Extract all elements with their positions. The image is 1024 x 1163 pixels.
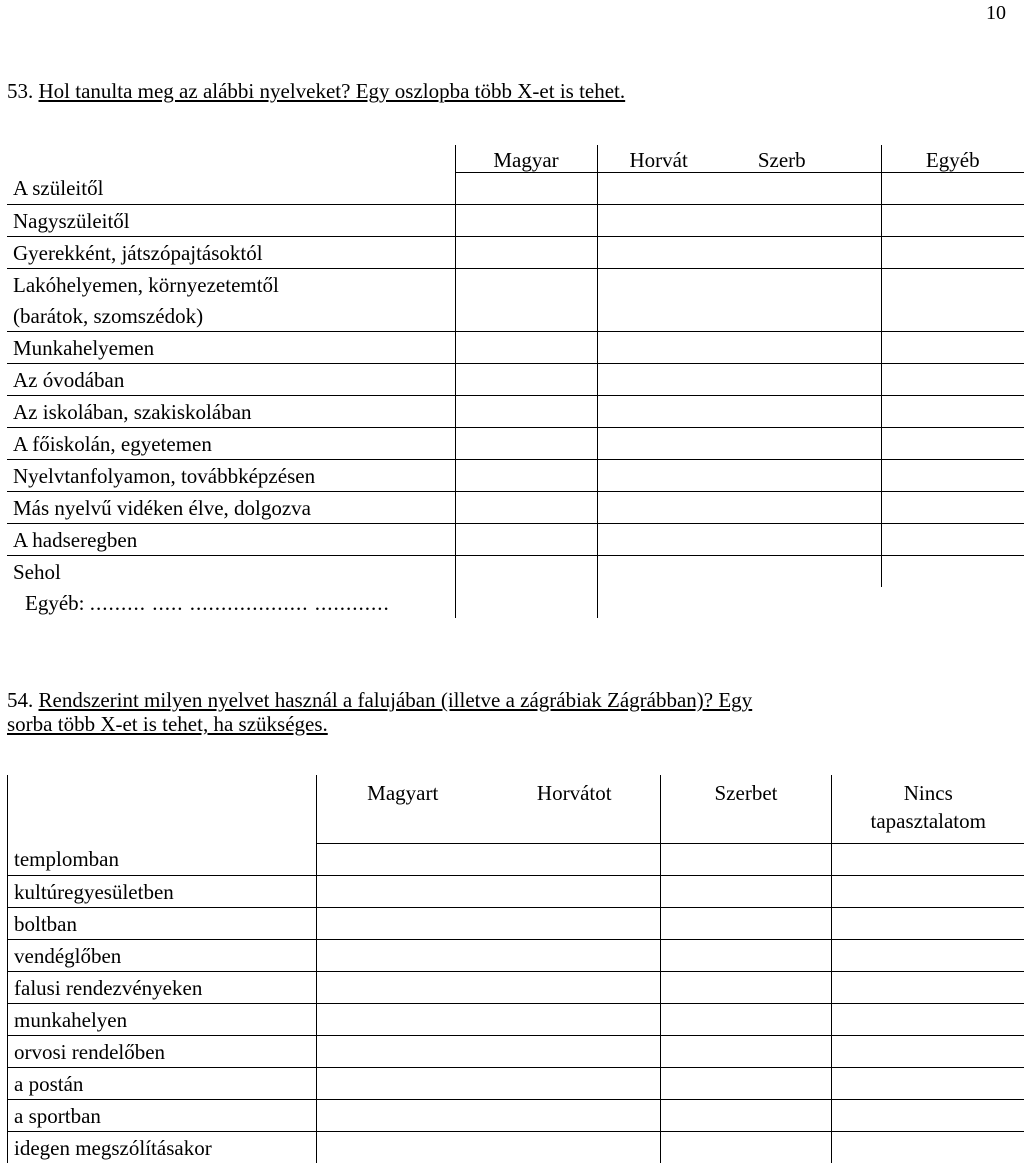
answer-cell-horvatot[interactable] bbox=[489, 876, 661, 908]
row-label: A szüleitől bbox=[7, 173, 455, 205]
row-label: Az óvodában bbox=[7, 364, 455, 396]
answer-cell-horvat-szerb[interactable] bbox=[597, 460, 881, 492]
table-row bbox=[7, 205, 1024, 237]
answer-cell-horvatot[interactable] bbox=[489, 1068, 661, 1100]
row-label: a sportban bbox=[8, 1100, 317, 1132]
answer-cell-horvat-szerb[interactable] bbox=[597, 396, 881, 428]
row-label: a postán bbox=[8, 1068, 317, 1100]
header-nincs: Nincs bbox=[904, 781, 953, 805]
answer-cell-nincs[interactable] bbox=[832, 908, 1024, 940]
header-magyar: Magyar bbox=[455, 145, 597, 173]
other-fill-in-line[interactable]: ......... ..... ................... ............ bbox=[90, 591, 390, 615]
question-53-number: 53. bbox=[7, 79, 33, 103]
row-label: A főiskolán, egyetemen bbox=[7, 428, 455, 460]
answer-cell-horvatot[interactable] bbox=[489, 844, 661, 876]
table-row bbox=[7, 269, 1024, 301]
table-row bbox=[8, 1132, 1024, 1163]
question-53-text: Hol tanulta meg az alábbi nyelveket? Egy oszlopba több X-et is tehet. bbox=[39, 79, 626, 103]
row-label: Nagyszüleitől bbox=[7, 205, 455, 237]
header-empty-cell bbox=[7, 145, 455, 173]
row-label: Más nyelvű vidéken élve, dolgozva bbox=[7, 492, 455, 524]
answer-cell-nincs[interactable] bbox=[832, 972, 1024, 1004]
row-label: (barátok, szomszédok) bbox=[7, 300, 455, 332]
answer-cell-egyeb[interactable] bbox=[881, 428, 1024, 460]
row-label: boltban bbox=[8, 908, 317, 940]
answer-cell-nincs[interactable] bbox=[832, 876, 1024, 908]
answer-cell-horvat-szerb[interactable] bbox=[597, 269, 881, 301]
header-tapasztalatom: tapasztalatom bbox=[871, 809, 986, 833]
answer-cell-magyart[interactable] bbox=[317, 972, 489, 1004]
table-row bbox=[8, 844, 1024, 876]
answer-cell-nincs[interactable] bbox=[832, 940, 1024, 972]
header-szerbet: Szerbet bbox=[661, 775, 832, 844]
answer-cell-horvat-szerb[interactable] bbox=[597, 587, 881, 618]
header-horvat: Horvát bbox=[630, 148, 688, 172]
answer-cell-horvat-szerb[interactable] bbox=[597, 300, 881, 332]
answer-cell-szerbet[interactable] bbox=[661, 940, 832, 972]
table-row bbox=[7, 332, 1024, 364]
table-row bbox=[8, 972, 1024, 1004]
row-label: orvosi rendelőben bbox=[8, 1036, 317, 1068]
answer-cell-horvat-szerb[interactable] bbox=[597, 524, 881, 556]
table-row bbox=[7, 460, 1024, 492]
answer-cell-magyart[interactable] bbox=[317, 1100, 489, 1132]
answer-cell-szerbet[interactable] bbox=[661, 1036, 832, 1068]
row-label: templomban bbox=[8, 844, 317, 876]
answer-cell-magyart[interactable] bbox=[317, 1068, 489, 1100]
answer-cell-horvat-szerb[interactable] bbox=[597, 556, 881, 588]
answer-cell-nincs[interactable] bbox=[832, 1004, 1024, 1036]
answer-cell-magyar[interactable] bbox=[455, 300, 597, 332]
question-54-text-line2: sorba több X-et is tehet, ha szükséges. bbox=[7, 712, 328, 736]
row-label: falusi rendezvényeken bbox=[8, 972, 317, 1004]
table-row bbox=[8, 876, 1024, 908]
answer-cell-magyar[interactable] bbox=[455, 332, 597, 364]
header-szerb: Szerb bbox=[758, 148, 806, 172]
language-learning-table bbox=[7, 145, 1024, 618]
answer-cell-szerbet[interactable] bbox=[661, 908, 832, 940]
answer-cell-egyeb[interactable] bbox=[881, 173, 1024, 205]
answer-cell-magyart[interactable] bbox=[317, 1036, 489, 1068]
answer-cell-magyar[interactable] bbox=[455, 173, 597, 205]
header-horvatot: Horvátot bbox=[489, 775, 661, 844]
answer-cell-magyart[interactable] bbox=[317, 1004, 489, 1036]
answer-cell-magyar[interactable] bbox=[455, 492, 597, 524]
table-row bbox=[7, 396, 1024, 428]
table-row bbox=[8, 1068, 1024, 1100]
answer-cell-horvatot[interactable] bbox=[489, 1036, 661, 1068]
answer-cell-egyeb[interactable] bbox=[881, 556, 1024, 588]
table-row bbox=[8, 908, 1024, 940]
table-header-row bbox=[8, 775, 1024, 844]
table-row bbox=[7, 556, 1024, 588]
row-label: idegen megszólításakor bbox=[8, 1132, 317, 1163]
row-label: vendéglőben bbox=[8, 940, 317, 972]
header-empty-cell bbox=[8, 775, 317, 844]
table-row bbox=[7, 364, 1024, 396]
row-label-other bbox=[7, 587, 455, 618]
table-row bbox=[8, 940, 1024, 972]
table-row bbox=[7, 173, 1024, 205]
answer-cell-szerbet[interactable] bbox=[661, 1100, 832, 1132]
answer-cell-horvatot[interactable] bbox=[489, 1004, 661, 1036]
answer-cell-szerbet[interactable] bbox=[661, 972, 832, 1004]
answer-cell-egyeb[interactable] bbox=[881, 492, 1024, 524]
row-label: Gyerekként, játszópajtásoktól bbox=[7, 237, 455, 269]
answer-cell-nincs[interactable] bbox=[832, 1100, 1024, 1132]
answer-cell-magyar[interactable] bbox=[455, 364, 597, 396]
answer-cell-horvatot[interactable] bbox=[489, 940, 661, 972]
table-row bbox=[8, 1004, 1024, 1036]
answer-cell-nincs[interactable] bbox=[832, 1068, 1024, 1100]
answer-cell-szerbet[interactable] bbox=[661, 844, 832, 876]
table-row bbox=[7, 300, 1024, 332]
header-horvat-szerb bbox=[597, 145, 881, 173]
answer-cell-egyeb[interactable] bbox=[881, 237, 1024, 269]
answer-cell-horvat-szerb[interactable] bbox=[597, 332, 881, 364]
answer-cell-horvat-szerb[interactable] bbox=[597, 205, 881, 237]
page-number: 10 bbox=[986, 2, 1006, 25]
answer-cell-magyar[interactable] bbox=[455, 428, 597, 460]
answer-cell-szerbet[interactable] bbox=[661, 1068, 832, 1100]
language-usage-table bbox=[7, 775, 1024, 1163]
row-label: Munkahelyemen bbox=[7, 332, 455, 364]
header-nincs-tapasztalatom bbox=[832, 775, 1024, 844]
answer-cell-szerbet[interactable] bbox=[661, 1132, 832, 1163]
row-label: kultúregyesületben bbox=[8, 876, 317, 908]
answer-cell-egyeb[interactable] bbox=[881, 205, 1024, 237]
answer-cell-nincs[interactable] bbox=[832, 844, 1024, 876]
answer-cell-nincs[interactable] bbox=[832, 1132, 1024, 1163]
table-row-other bbox=[7, 587, 1024, 618]
header-egyeb: Egyéb bbox=[881, 145, 1024, 173]
answer-cell-horvat-szerb[interactable] bbox=[597, 364, 881, 396]
row-label: Sehol bbox=[7, 556, 455, 588]
answer-cell-magyar[interactable] bbox=[455, 205, 597, 237]
question-54-text-line1: Rendszerint milyen nyelvet használ a falujában (illetve a zágrábiak Zágrábban)? Egy bbox=[39, 688, 753, 712]
answer-cell-egyeb[interactable] bbox=[881, 332, 1024, 364]
table-row bbox=[7, 237, 1024, 269]
answer-cell-horvat-szerb[interactable] bbox=[597, 428, 881, 460]
answer-cell-horvat-szerb[interactable] bbox=[597, 173, 881, 205]
answer-cell-nincs[interactable] bbox=[832, 1036, 1024, 1068]
answer-cell-egyeb[interactable] bbox=[881, 460, 1024, 492]
row-label: munkahelyen bbox=[8, 1004, 317, 1036]
header-magyart: Magyart bbox=[317, 775, 489, 844]
answer-cell-magyar[interactable] bbox=[455, 460, 597, 492]
answer-cell-magyar[interactable] bbox=[455, 524, 597, 556]
table-row bbox=[7, 428, 1024, 460]
row-label: Lakóhelyemen, környezetemtől bbox=[7, 269, 455, 301]
answer-cell-egyeb[interactable] bbox=[881, 587, 1024, 618]
answer-cell-szerbet[interactable] bbox=[661, 876, 832, 908]
answer-cell-horvatot[interactable] bbox=[489, 1100, 661, 1132]
answer-cell-magyar[interactable] bbox=[455, 556, 597, 588]
answer-cell-egyeb[interactable] bbox=[881, 364, 1024, 396]
answer-cell-egyeb[interactable] bbox=[881, 300, 1024, 332]
table-row bbox=[7, 524, 1024, 556]
answer-cell-magyar[interactable] bbox=[455, 269, 597, 301]
answer-cell-horvatot[interactable] bbox=[489, 972, 661, 1004]
table-header-row bbox=[7, 145, 1024, 173]
answer-cell-magyar[interactable] bbox=[455, 396, 597, 428]
row-label: A hadseregben bbox=[7, 524, 455, 556]
table-row bbox=[8, 1100, 1024, 1132]
answer-cell-magyart[interactable] bbox=[317, 876, 489, 908]
answer-cell-magyart[interactable] bbox=[317, 908, 489, 940]
answer-cell-magyart[interactable] bbox=[317, 1132, 489, 1163]
answer-cell-szerbet[interactable] bbox=[661, 1004, 832, 1036]
question-54-number: 54. bbox=[7, 688, 33, 712]
question-53-title bbox=[7, 79, 625, 103]
answer-cell-magyar[interactable] bbox=[455, 237, 597, 269]
answer-cell-egyeb[interactable] bbox=[881, 269, 1024, 301]
row-label: Az iskolában, szakiskolában bbox=[7, 396, 455, 428]
answer-cell-magyar[interactable] bbox=[455, 587, 597, 618]
answer-cell-magyart[interactable] bbox=[317, 940, 489, 972]
table-row bbox=[8, 1036, 1024, 1068]
answer-cell-horvat-szerb[interactable] bbox=[597, 492, 881, 524]
other-label: Egyéb: bbox=[25, 591, 84, 615]
answer-cell-egyeb[interactable] bbox=[881, 396, 1024, 428]
answer-cell-horvatot[interactable] bbox=[489, 1132, 661, 1163]
table-row bbox=[7, 492, 1024, 524]
answer-cell-horvat-szerb[interactable] bbox=[597, 237, 881, 269]
answer-cell-horvatot[interactable] bbox=[489, 908, 661, 940]
question-54-title bbox=[7, 688, 1017, 736]
row-label: Nyelvtanfolyamon, továbbképzésen bbox=[7, 460, 455, 492]
answer-cell-magyart[interactable] bbox=[317, 844, 489, 876]
answer-cell-egyeb[interactable] bbox=[881, 524, 1024, 556]
